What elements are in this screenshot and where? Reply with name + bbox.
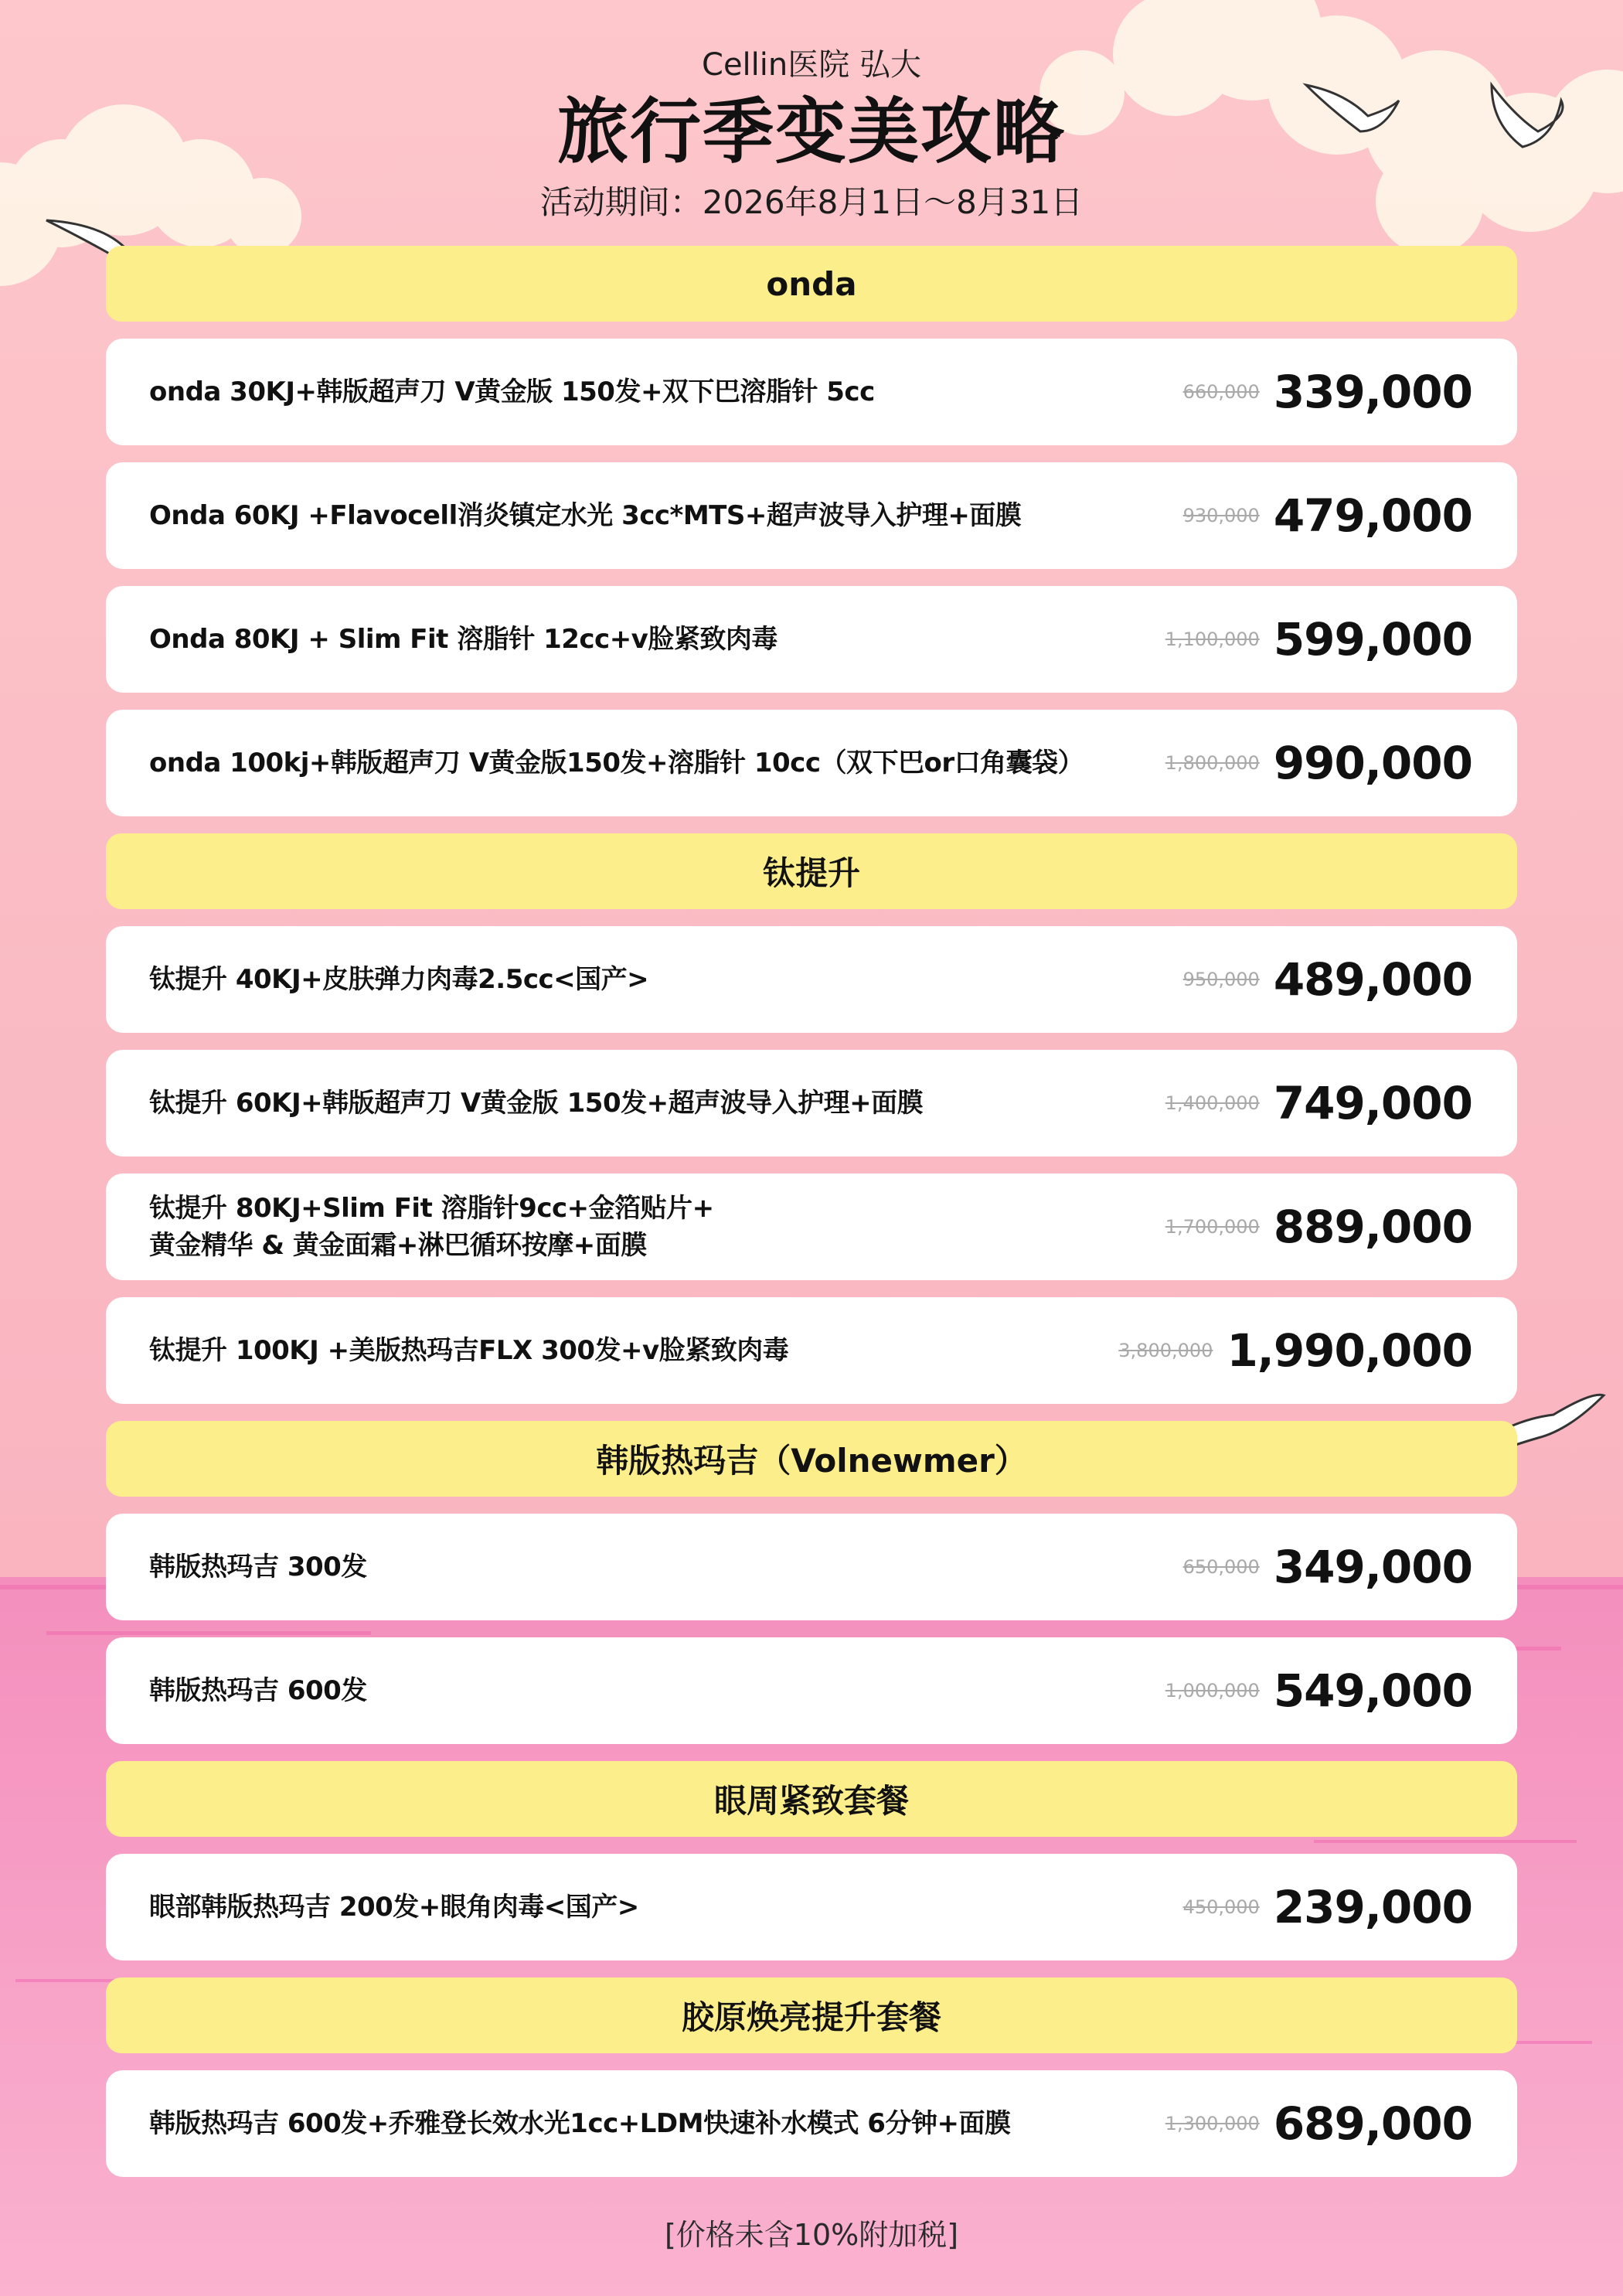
page-title: 旅行季变美攻略: [556, 90, 1066, 173]
list-item: [106, 1637, 1517, 1744]
list-item: [106, 1297, 1517, 1404]
sale-price: 1,990,000: [1227, 1324, 1472, 1377]
list-item: [106, 1514, 1517, 1620]
item-prices: [1165, 1077, 1472, 1129]
list-item: [106, 710, 1517, 816]
price-list: [106, 246, 1517, 2194]
sale-price: 990,000: [1273, 737, 1472, 789]
section-header-eye-care: 眼周紧致套餐: [106, 1761, 1517, 1837]
hospital-name: Cellin医院 弘大: [702, 47, 921, 83]
item-prices: [1183, 953, 1472, 1006]
sale-price: 889,000: [1273, 1201, 1472, 1253]
original-price: 450,000: [1182, 1896, 1260, 1918]
list-item: [106, 462, 1517, 569]
original-price: 3,800,000: [1118, 1340, 1213, 1361]
item-prices: [1183, 366, 1472, 418]
sale-price: 479,000: [1273, 489, 1472, 542]
original-price: 650,000: [1182, 1556, 1260, 1578]
item-name: Onda 80KJ + Slim Fit 溶脂针 12cc+v脸紧致肉毒: [149, 624, 777, 655]
original-price: 1,300,000: [1165, 2113, 1260, 2134]
sale-price: 549,000: [1273, 1664, 1472, 1717]
section-header-volnewmer: 韩版热玛吉（Volnewmer）: [106, 1421, 1517, 1497]
item-name: 韩版热玛吉 600发: [149, 1675, 367, 1706]
original-price: 660,000: [1182, 381, 1260, 403]
item-name: 韩版热玛吉 300发: [149, 1552, 367, 1582]
list-item: [106, 586, 1517, 693]
item-name-line-2: 黄金精华 & 黄金面霜+淋巴循环按摩+面膜: [149, 1230, 647, 1261]
original-price: 1,100,000: [1165, 629, 1260, 650]
sale-price: 489,000: [1273, 953, 1472, 1006]
section-header-collagen: 胶原焕亮提升套餐: [106, 1977, 1517, 2053]
item-prices: [1165, 737, 1472, 789]
sale-price: 239,000: [1273, 1881, 1472, 1933]
sale-price: 349,000: [1273, 1541, 1472, 1593]
item-prices: [1183, 1541, 1472, 1593]
item-name: onda 30KJ+韩版超声刀 V黄金版 150发+双下巴溶脂针 5cc: [149, 376, 875, 407]
header: [0, 46, 1623, 223]
item-prices: [1183, 489, 1472, 542]
section-header-titanium-lift: 钛提升: [106, 833, 1517, 909]
list-item: [106, 1854, 1517, 1960]
item-prices: [1118, 1324, 1472, 1377]
item-prices: [1183, 1881, 1472, 1933]
item-name: 钛提升 60KJ+韩版超声刀 V黄金版 150发+超声波导入护理+面膜: [149, 1088, 924, 1119]
item-name: onda 100kj+韩版超声刀 V黄金版150发+溶脂针 10cc（双下巴or口角囊袋）: [149, 748, 1084, 778]
item-name: 眼部韩版热玛吉 200发+眼角肉毒<国产>: [149, 1892, 639, 1923]
item-prices: [1165, 613, 1472, 666]
list-item: [106, 2070, 1517, 2177]
item-name: Onda 60KJ +Flavocell消炎镇定水光 3cc*MTS+超声波导入护理+面膜: [149, 500, 1022, 531]
list-item: [106, 339, 1517, 445]
sale-price: 339,000: [1273, 366, 1472, 418]
item-name: 钛提升 100KJ +美版热玛吉FLX 300发+v脸紧致肉毒: [149, 1335, 789, 1366]
original-price: 1,700,000: [1165, 1216, 1260, 1238]
list-item: [106, 1174, 1517, 1280]
original-price: 1,800,000: [1165, 752, 1260, 774]
original-price: 950,000: [1182, 969, 1260, 990]
section-header-onda: onda: [106, 246, 1517, 322]
item-name-line-1: 钛提升 80KJ+Slim Fit 溶脂针9cc+金箔贴片+: [149, 1193, 714, 1224]
item-prices: [1165, 1664, 1472, 1717]
item-name: [149, 1190, 714, 1264]
item-name: 钛提升 40KJ+皮肤弹力肉毒2.5cc<国产>: [149, 964, 649, 995]
event-period: 活动期间：2026年8月1日～8月31日: [539, 183, 1084, 221]
list-item: [106, 1050, 1517, 1157]
sale-price: 749,000: [1273, 1077, 1472, 1129]
tax-note: [价格未含10%附加税]: [664, 2218, 959, 2252]
original-price: 1,400,000: [1165, 1092, 1260, 1114]
sale-price: 599,000: [1273, 613, 1472, 666]
item-prices: [1165, 1201, 1472, 1253]
item-name: 韩版热玛吉 600发+乔雅登长效水光1cc+LDM快速补水模式 6分钟+面膜: [149, 2108, 1011, 2139]
original-price: 1,000,000: [1165, 1680, 1260, 1702]
sale-price: 689,000: [1273, 2097, 1472, 2150]
original-price: 930,000: [1182, 505, 1260, 526]
item-prices: [1165, 2097, 1472, 2150]
list-item: [106, 926, 1517, 1033]
